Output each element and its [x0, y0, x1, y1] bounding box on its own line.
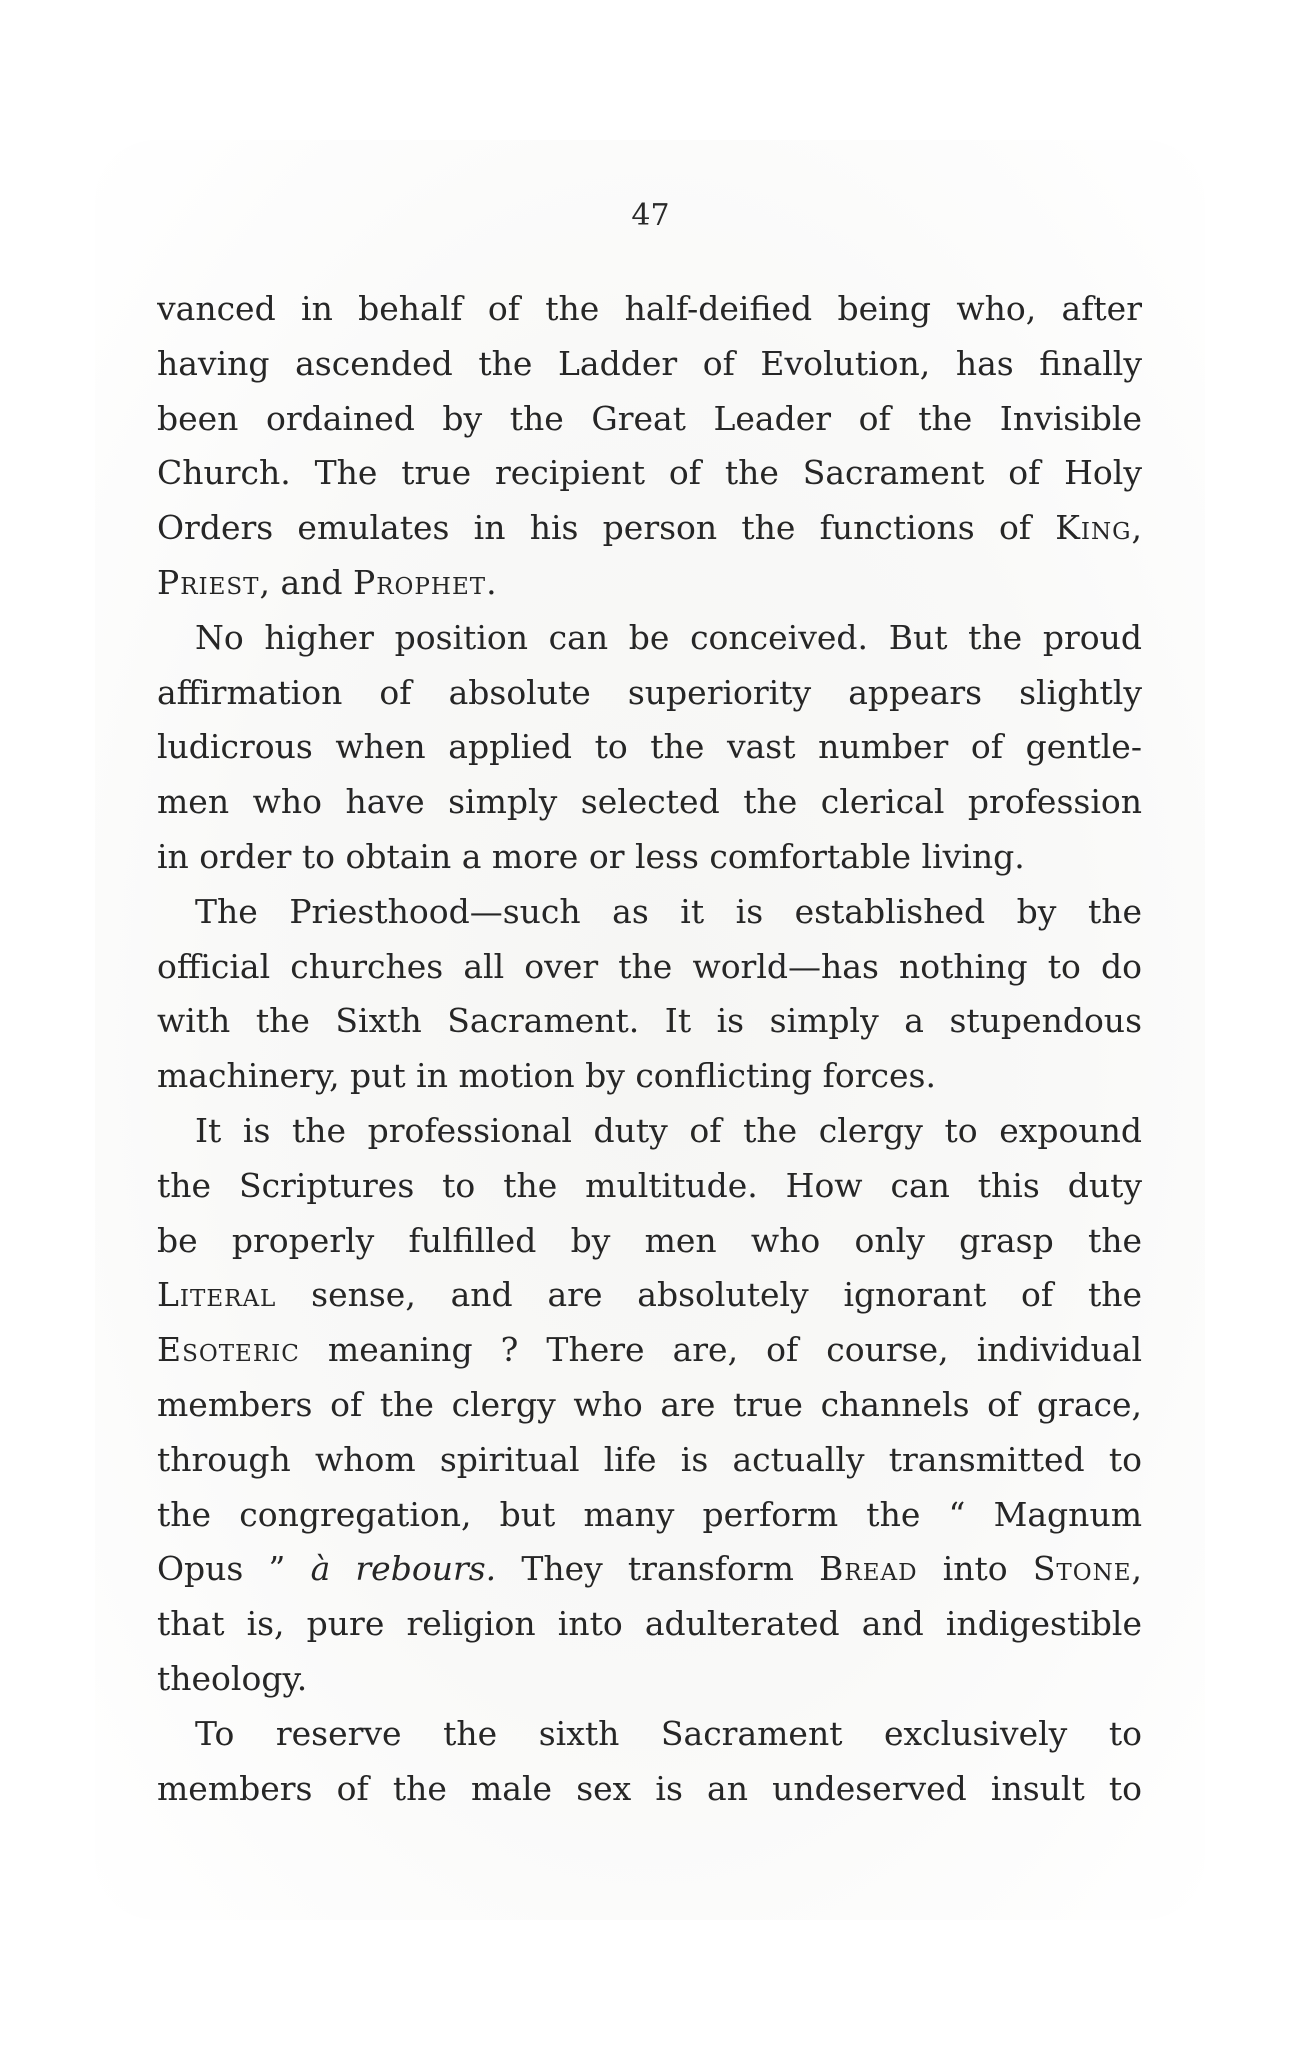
text-line: [157, 1597, 1142, 1652]
text-line: [157, 501, 1142, 556]
text-run: vanced in behalf of the half-deified being who, after: [157, 289, 1142, 328]
small-caps-text: Stone: [1032, 1549, 1132, 1589]
body-text: [157, 282, 1142, 1816]
text-run: the congregation, but many perform the “ Magnum: [157, 1494, 1142, 1534]
text-run: having ascended the Ladder of Evolution, has finally: [157, 343, 1142, 383]
text-line: [157, 666, 1142, 721]
small-caps-text: King: [1055, 508, 1132, 548]
text-run: that is, pure religion into adulterated and indigestible: [157, 1604, 1142, 1644]
text-run: members of the clergy who are true channels of grace,: [157, 1384, 1142, 1424]
text-line: [157, 1652, 1142, 1707]
text-line: [157, 885, 1142, 940]
text-run: Church. The true recipient of the Sacrament of Holy: [157, 453, 1142, 493]
text-run: Opus ”: [157, 1549, 311, 1589]
text-run: , and: [259, 562, 354, 602]
text-line: [157, 337, 1142, 392]
text-line: [157, 1049, 1142, 1104]
small-caps-text: Literal: [157, 1275, 277, 1315]
text-run: been ordained by the Great Leader of the Invisible: [157, 398, 1142, 438]
text-run: ,: [1131, 1549, 1142, 1589]
text-run: official churches all over the world—has nothing to do: [157, 946, 1142, 986]
text-line: [157, 940, 1142, 995]
text-line: [157, 1542, 1142, 1597]
text-run: ,: [1131, 508, 1142, 548]
small-caps-text: Priest: [157, 562, 260, 602]
text-run: with the Sixth Sacrament. It is simply a stupendous: [157, 1001, 1142, 1041]
text-line: [157, 611, 1142, 666]
text-run: members of the male sex is an undeserved insult to: [157, 1768, 1142, 1808]
text-line: [157, 1433, 1142, 1488]
text-run: men who have simply selected the clerical profession: [157, 782, 1142, 822]
text-run: affirmation of absolute superiority appears slightly: [157, 672, 1142, 712]
text-run: sense, and are absolutely ignorant of the: [276, 1275, 1142, 1315]
text-run: the Scriptures to the multitude. How can this duty: [157, 1165, 1142, 1205]
text-run: No higher position can be conceived. But the proud: [195, 617, 1142, 657]
text-run: The Priesthood—such as it is established by the: [195, 891, 1142, 931]
text-line: [157, 282, 1142, 337]
text-run: into: [917, 1549, 1033, 1589]
text-run: They transform: [496, 1549, 820, 1589]
text-line: [157, 1762, 1142, 1817]
text-run: meaning ? There are, of course, individual: [299, 1330, 1142, 1370]
text-line: [157, 1378, 1142, 1433]
text-line: [157, 1104, 1142, 1159]
page-number: 47: [631, 198, 670, 233]
text-run: .: [486, 562, 497, 602]
small-caps-text: Bread: [819, 1549, 918, 1589]
text-line: [157, 392, 1142, 447]
text-line: [157, 1268, 1142, 1323]
text-run: machinery, put in motion by conflicting forces.: [157, 1056, 936, 1096]
text-line: [157, 556, 1142, 611]
italic-text: à rebours.: [310, 1549, 497, 1589]
text-line: [157, 1323, 1142, 1378]
text-run: To reserve the sixth Sacrament exclusively to: [195, 1713, 1142, 1753]
text-line: [157, 1159, 1142, 1214]
text-line: [157, 1707, 1142, 1762]
text-run: be properly fulfilled by men who only grasp the: [157, 1220, 1142, 1260]
small-caps-text: Prophet: [353, 562, 487, 602]
text-line: [157, 830, 1142, 885]
small-caps-text: Esoteric: [157, 1330, 300, 1370]
text-line: [157, 1214, 1142, 1269]
text-run: ludicrous when applied to the vast number of gentle-: [157, 727, 1142, 767]
text-run: It is the professional duty of the clergy to expound: [195, 1110, 1142, 1150]
text-line: [157, 446, 1142, 501]
text-run: Orders emulates in his person the functions of: [157, 508, 1056, 548]
text-line: [157, 720, 1142, 775]
text-run: theology.: [157, 1658, 308, 1698]
text-line: [157, 775, 1142, 830]
text-line: [157, 1488, 1142, 1543]
text-line: [157, 994, 1142, 1049]
text-run: in order to obtain a more or less comfortable living.: [157, 836, 1025, 876]
text-run: through whom spiritual life is actually transmitted to: [157, 1439, 1142, 1479]
